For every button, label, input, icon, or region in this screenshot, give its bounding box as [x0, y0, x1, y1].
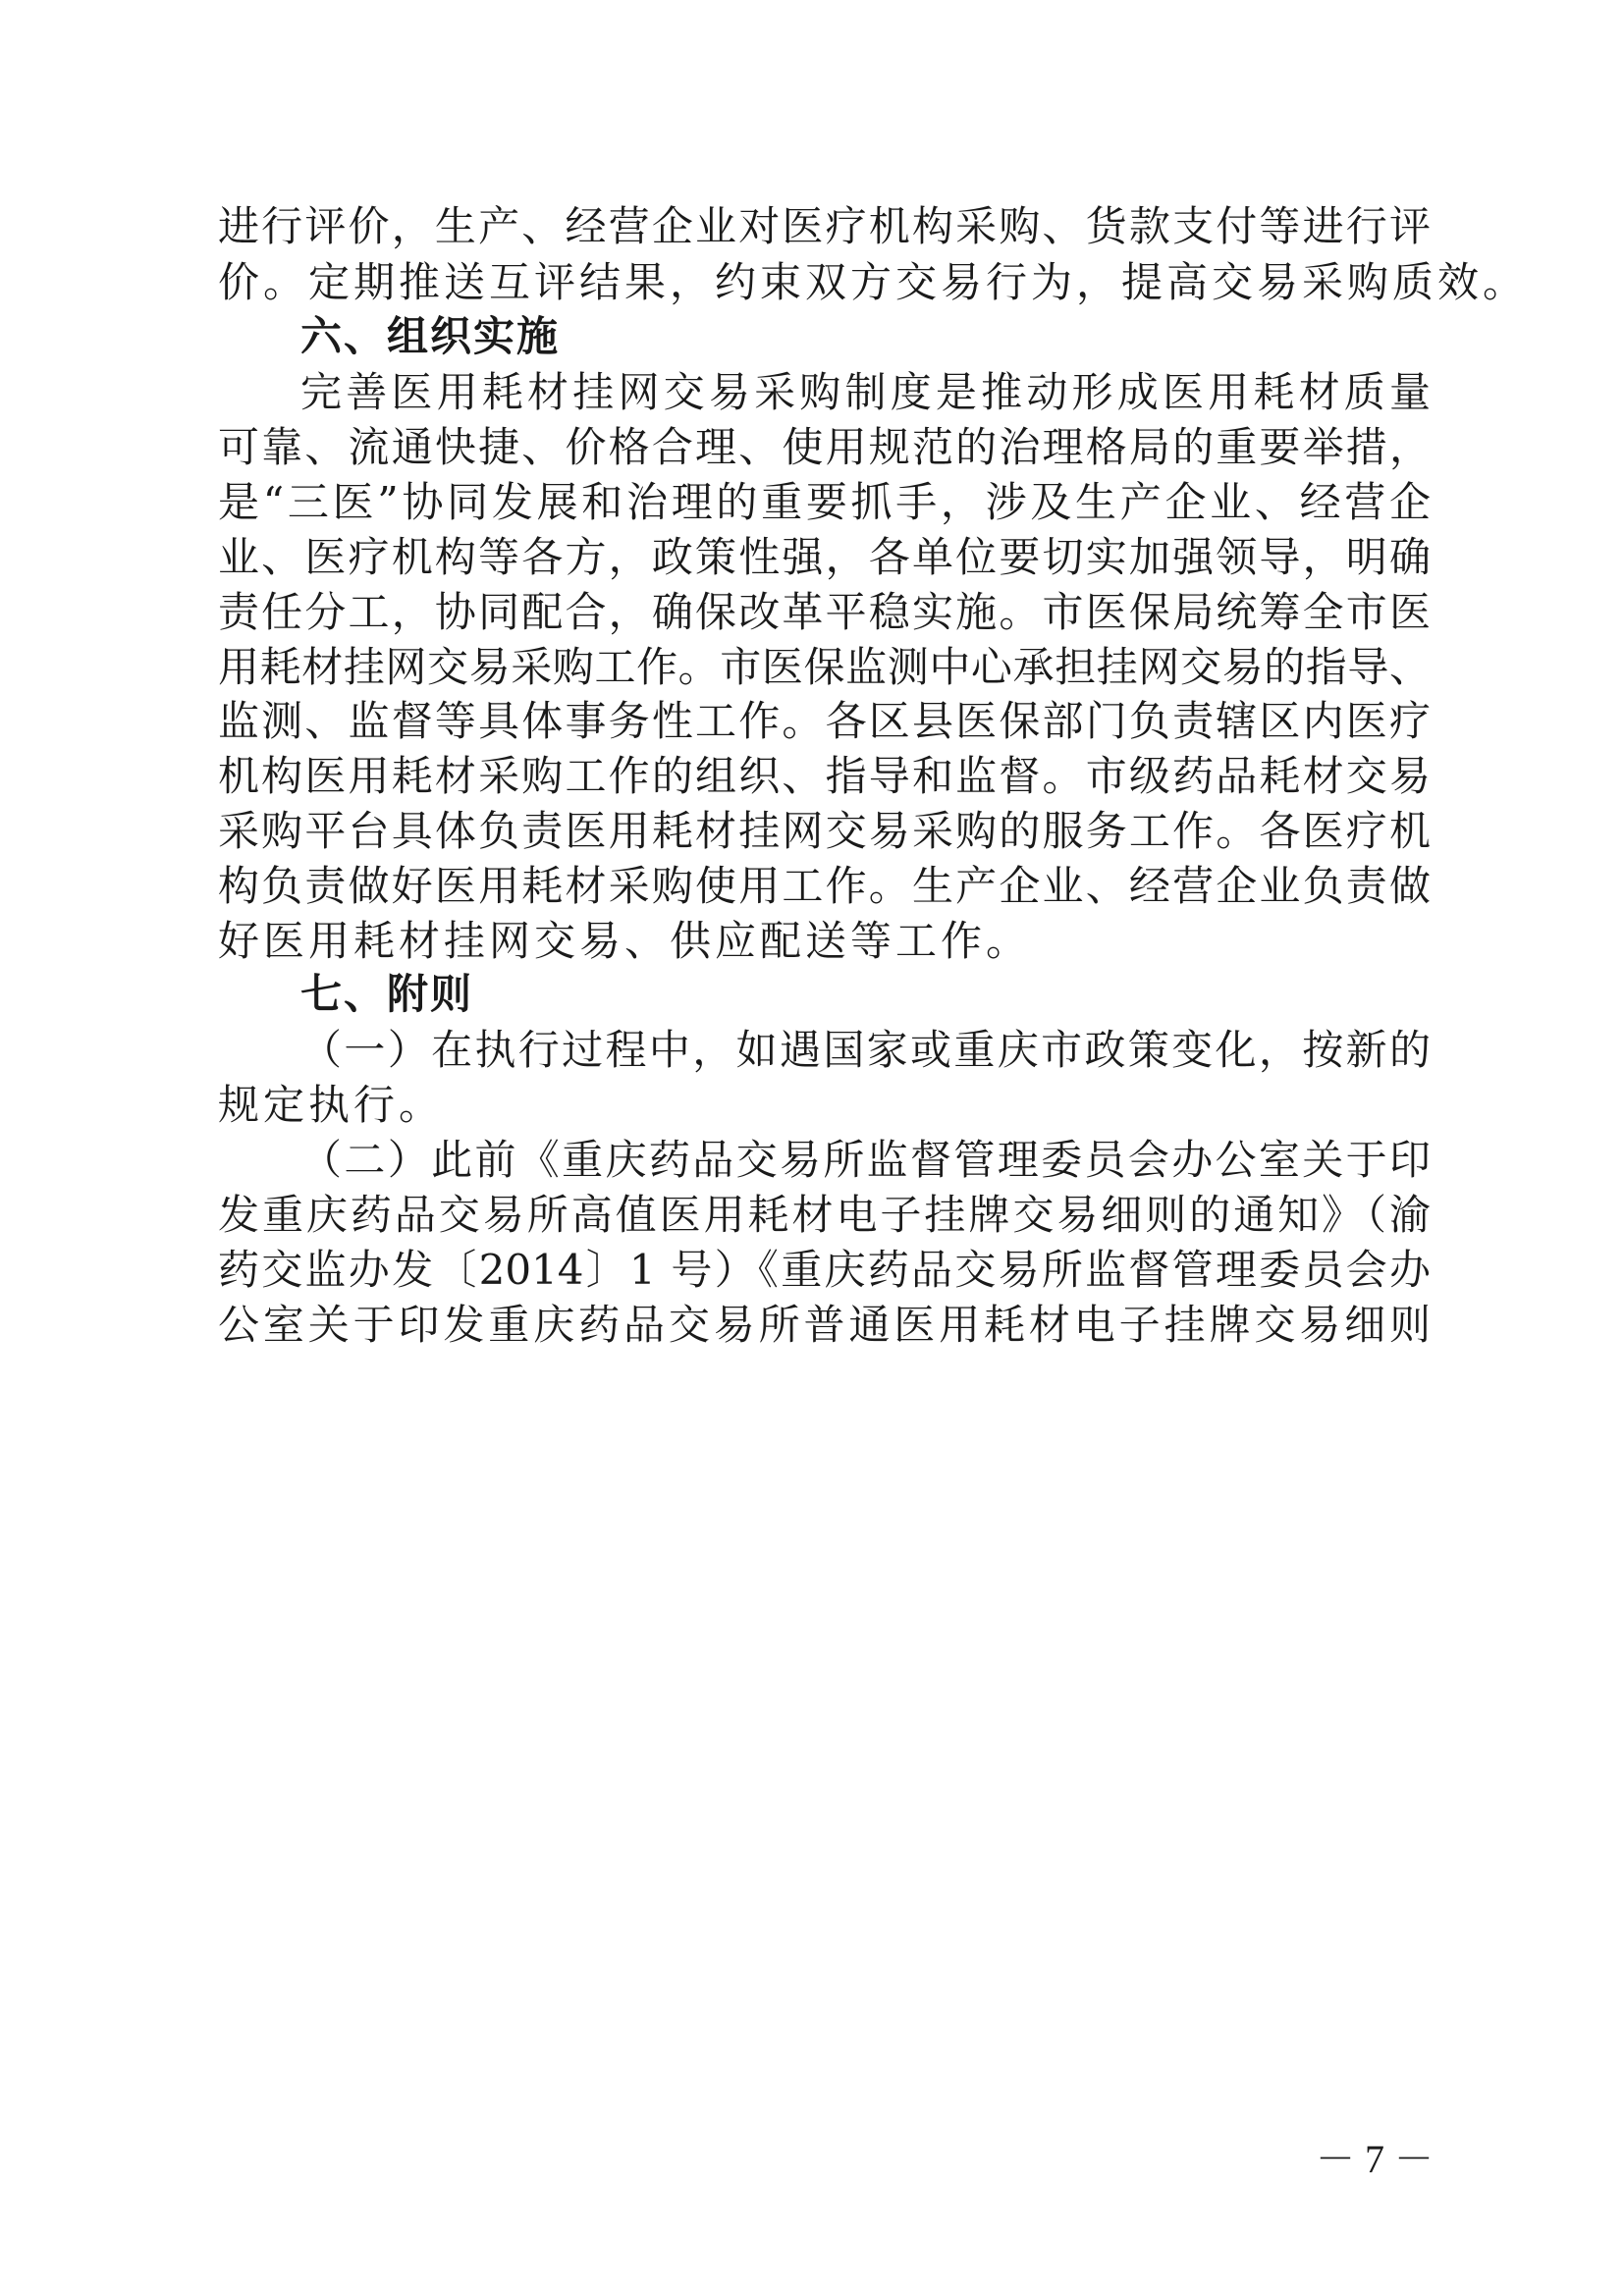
body-text-line: 好医用耗材挂网交易、供应配送等工作。	[218, 917, 1032, 965]
body-text-line: 是“三医”协同发展和治理的重要抓手，涉及生产企业、经营企	[218, 478, 1431, 526]
body-text-line: 可靠、流通快捷、价格合理、使用规范的治理格局的重要举措，	[218, 423, 1431, 471]
body-text-line: 用耗材挂网交易采购工作。市医保监测中心承担挂网交易的指导、	[218, 643, 1431, 691]
body-text-line: 公室关于印发重庆药品交易所普通医用耗材电子挂牌交易细则	[218, 1301, 1431, 1349]
body-text-line: 发重庆药品交易所高值医用耗材电子挂牌交易细则的通知》（渝	[218, 1191, 1431, 1239]
body-text-line: 药交监办发〔2014〕1 号）《重庆药品交易所监督管理委员会办	[218, 1246, 1431, 1294]
page-number: － 7 －	[1316, 2137, 1434, 2181]
body-text-line: （一）在执行过程中，如遇国家或重庆市政策变化，按新的	[300, 1026, 1431, 1074]
body-text-line: 规定执行。	[218, 1081, 445, 1129]
body-text-line: 监测、监督等具体事务性工作。各区县医保部门负责辖区内医疗	[218, 697, 1431, 745]
body-text-line: 价。定期推送互评结果，约束双方交易行为，提高交易采购质效。	[218, 258, 1529, 306]
section-heading-supplementary: 七、附则	[300, 970, 474, 1018]
body-text-line: 完善医用耗材挂网交易采购制度是推动形成医用耗材质量	[300, 368, 1431, 416]
body-text-line: （二）此前《重庆药品交易所监督管理委员会办公室关于印	[300, 1136, 1431, 1184]
body-text-line: 责任分工，协同配合，确保改革平稳实施。市医保局统筹全市医	[218, 588, 1431, 636]
body-text-line: 采购平台具体负责医用耗材挂网交易采购的服务工作。各医疗机	[218, 807, 1431, 855]
body-text-line: 进行评价，生产、经营企业对医疗机构采购、货款支付等进行评	[218, 202, 1431, 250]
section-heading-organization: 六、组织实施	[300, 312, 561, 360]
body-text-line: 构负责做好医用耗材采购使用工作。生产企业、经营企业负责做	[218, 862, 1431, 910]
body-text-line: 机构医用耗材采购工作的组织、指导和监督。市级药品耗材交易	[218, 752, 1431, 800]
body-text-line: 业、医疗机构等各方，政策性强，各单位要切实加强领导，明确	[218, 533, 1431, 581]
